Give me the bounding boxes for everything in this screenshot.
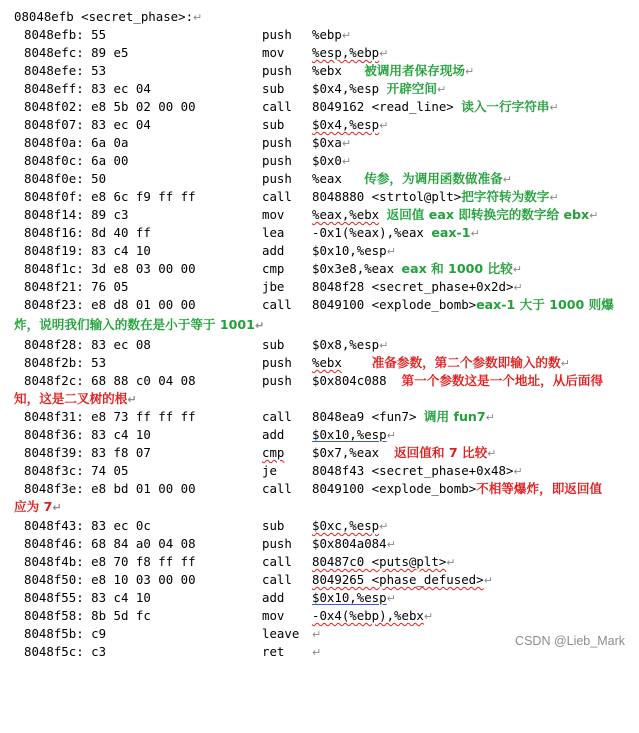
comment-green: 开辟空间 <box>386 81 437 96</box>
asm-bytes: 6a 00 <box>91 153 129 168</box>
asm-bytes: 83 c4 10 <box>91 243 151 258</box>
asm-address: 8048f46: <box>24 536 84 551</box>
asm-op: sub <box>262 337 285 352</box>
asm-bytes: 83 ec 08 <box>91 337 151 352</box>
asm-bytes: 83 f8 07 <box>91 445 151 460</box>
asm-address: 8048f0e: <box>24 171 84 186</box>
asm-row <box>0 296 614 314</box>
asm-op: mov <box>262 45 285 60</box>
asm-address: 8048f21: <box>24 279 84 294</box>
asm-arg: $0xa <box>312 135 342 150</box>
asm-bytes: 83 ec 04 <box>91 117 151 132</box>
asm-arg: -0x4(%ebp),%ebx <box>312 608 424 623</box>
asm-row: 8048f16: 8d 40 ff lea -0x1(%eax),%eax eax-1↵ <box>24 225 480 240</box>
asm-arg: 8048f43 <secret_phase+0x48> <box>312 463 514 478</box>
asm-row: 8048f50: e8 10 03 00 00 call 8049265 <phase_defused>↵ <box>24 572 493 587</box>
comment-green: 读入一行字符串 <box>461 99 550 114</box>
comment-green: 传参，为调用函数做准备 <box>364 171 503 186</box>
asm-arg: 8049265 <phase_defused> <box>312 572 484 587</box>
asm-address: 8048f0a: <box>24 135 84 150</box>
asm-op: call <box>262 572 292 587</box>
asm-op: cmp <box>262 445 285 460</box>
asm-address: 8048f28: <box>24 337 84 352</box>
asm-op: push <box>262 171 292 186</box>
asm-address: 8048efe: <box>24 63 84 78</box>
asm-bytes: 53 <box>91 63 107 78</box>
asm-row: 8048f0a: 6a 0a push $0xa↵ <box>24 135 352 150</box>
asm-row: 8048efb: 55 push %ebp↵ <box>24 27 352 42</box>
asm-row: 8048f43: 83 ec 0c sub $0xc,%esp↵ <box>24 518 389 533</box>
asm-row: 8048f0f: e8 6c f9 ff ff call 8048880 <strtol@plt>把字符转为数字↵ <box>24 189 559 204</box>
asm-bytes: 8b 5d fc <box>91 608 151 623</box>
asm-arg: %ebx <box>312 63 342 78</box>
asm-address: 8048f16: <box>24 225 84 240</box>
asm-address: 8048f02: <box>24 99 84 114</box>
asm-address: 8048f0f: <box>24 189 84 204</box>
asm-op: mov <box>262 207 285 222</box>
asm-op: lea <box>262 225 285 240</box>
asm-op: call <box>262 189 292 204</box>
asm-row: 8048f2b: 53 push %ebx 准备参数，第二个参数即输入的数↵ <box>24 355 570 370</box>
asm-arg: %esp,%ebp <box>312 45 380 60</box>
asm-bytes: 74 05 <box>91 463 129 478</box>
asm-row: 8048f46: 68 84 a0 04 08 push $0x804a084↵ <box>24 536 396 551</box>
asm-row: 8048f4b: e8 70 f8 ff ff call 80487c0 <puts@plt>↵ <box>24 554 456 569</box>
asm-arg: 8049100 <explode_bomb> <box>312 297 477 312</box>
asm-address: 8048f50: <box>24 572 84 587</box>
asm-op: mov <box>262 608 285 623</box>
asm-arg: $0x10,%esp <box>312 243 387 258</box>
asm-bytes: 55 <box>91 27 107 42</box>
asm-address: 8048f14: <box>24 207 84 222</box>
asm-address: 8048f43: <box>24 518 84 533</box>
asm-row: 8048f31: e8 73 ff ff ff call 8048ea9 <fun7> 调用 fun7↵ <box>24 409 495 424</box>
asm-address: 8048f23: <box>24 297 84 312</box>
asm-address: 8048f36: <box>24 427 84 442</box>
asm-op: push <box>262 63 292 78</box>
asm-arg: $0xc,%esp <box>312 518 380 533</box>
asm-op: call <box>262 554 292 569</box>
asm-address: 8048f3e: <box>24 481 84 496</box>
asm-op: push <box>262 135 292 150</box>
asm-address: 8048f3c: <box>24 463 84 478</box>
asm-bytes: 83 ec 0c <box>91 518 151 533</box>
asm-op: je <box>262 463 277 478</box>
asm-row: 8048f28: 83 ec 08 sub $0x8,%esp↵ <box>24 337 389 352</box>
asm-row: 8048f02: e8 5b 02 00 00 call 8049162 <read_line> 读入一行字符串↵ <box>24 99 559 114</box>
asm-arg: $0x3e8,%eax <box>312 261 395 276</box>
asm-bytes: 89 c3 <box>91 207 129 222</box>
asm-address: 8048f0c: <box>24 153 84 168</box>
asm-row: 8048f07: 83 ec 04 sub $0x4,%esp↵ <box>24 117 389 132</box>
comment-green: eax-1 大于 1000 则爆 <box>476 297 614 312</box>
asm-address: 8048eff: <box>24 81 84 96</box>
asm-address: 8048efb: <box>24 27 84 42</box>
comment-green: 被调用者保存现场 <box>364 63 465 78</box>
asm-op: call <box>262 297 292 312</box>
asm-arg: %ebx <box>312 355 342 370</box>
asm-address: 8048f4b: <box>24 554 84 569</box>
asm-row: 8048f0e: 50 push %eax 传参，为调用函数做准备↵ <box>24 171 512 186</box>
asm-address: 8048f5c: <box>24 644 84 659</box>
comment-continuation: 应为 7↵ <box>14 499 62 514</box>
asm-bytes: 89 e5 <box>91 45 129 60</box>
asm-bytes: e8 bd 01 00 00 <box>91 481 196 496</box>
asm-address: 8048efc: <box>24 45 84 60</box>
asm-op: add <box>262 590 285 605</box>
asm-arg: 8049100 <explode_bomb> <box>312 481 477 496</box>
asm-op: push <box>262 536 292 551</box>
asm-address: 8048f31: <box>24 409 84 424</box>
asm-bytes: 68 88 c0 04 08 <box>91 373 196 388</box>
asm-op: ret <box>262 644 285 659</box>
comment-red: 返回值和 7 比较 <box>394 445 488 460</box>
asm-address: 8048f1c: <box>24 261 84 276</box>
asm-arg: 80487c0 <puts@plt> <box>312 554 447 569</box>
asm-bytes: c3 <box>91 644 107 659</box>
asm-row: 8048f3c: 74 05 je 8048f43 <secret_phase+0x48>↵ <box>24 463 523 478</box>
asm-arg: %eax,%ebx <box>312 207 380 222</box>
asm-row: 8048f14: 89 c3 mov %eax,%ebx 返回值 eax 即转换完的数字给 ebx↵ <box>24 207 599 222</box>
asm-address: 8048f2c: <box>24 373 84 388</box>
asm-op: sub <box>262 117 285 132</box>
asm-address: 8048f07: <box>24 117 84 132</box>
asm-bytes: e8 10 03 00 00 <box>91 572 196 587</box>
asm-address: 8048f39: <box>24 445 84 460</box>
asm-row: 8048f1c: 3d e8 03 00 00 cmp $0x3e8,%eax eax 和 1000 比较↵ <box>24 261 522 276</box>
asm-bytes: c9 <box>91 626 107 641</box>
asm-arg: 8048f28 <secret_phase+0x2d> <box>312 279 514 294</box>
asm-row <box>0 372 604 390</box>
asm-address: 8048f55: <box>24 590 84 605</box>
asm-op: call <box>262 409 292 424</box>
asm-bytes: 53 <box>91 355 107 370</box>
asm-row: 8048f19: 83 c4 10 add $0x10,%esp↵ <box>24 243 396 258</box>
asm-arg: $0x4,%esp <box>312 81 380 96</box>
asm-row: 8048f0c: 6a 00 push $0x0↵ <box>24 153 352 168</box>
asm-arg: $0x10,%esp <box>312 427 387 442</box>
asm-bytes: 83 ec 04 <box>91 81 151 96</box>
asm-bytes: 68 84 a0 04 08 <box>91 536 196 551</box>
comment-green: eax-1 <box>431 225 471 240</box>
asm-op: push <box>262 27 292 42</box>
function-header-line: 08048efb <secret_phase>:↵ <box>14 9 203 24</box>
asm-op: leave <box>262 626 300 641</box>
asm-arg: $0x7,%eax <box>312 445 380 460</box>
asm-row: 8048f5c: c3 ret ↵ <box>24 644 322 659</box>
comment-green: 返回值 eax 即转换完的数字给 ebx <box>386 207 590 222</box>
asm-arg: %ebp <box>312 27 342 42</box>
asm-bytes: 83 c4 10 <box>91 590 151 605</box>
asm-row: 8048f21: 76 05 jbe 8048f28 <secret_phase+0x2d>↵ <box>24 279 523 294</box>
asm-row: 8048f36: 83 c4 10 add $0x10,%esp↵ <box>24 427 396 442</box>
asm-bytes: 83 c4 10 <box>91 427 151 442</box>
asm-arg: 8048880 <strtol@plt> <box>312 189 462 204</box>
asm-bytes: e8 70 f8 ff ff <box>91 554 196 569</box>
asm-address: 8048f19: <box>24 243 84 258</box>
asm-bytes: e8 5b 02 00 00 <box>91 99 196 114</box>
asm-op: cmp <box>262 261 285 276</box>
asm-op: jbe <box>262 279 285 294</box>
asm-bytes: 76 05 <box>91 279 129 294</box>
asm-op: push <box>262 153 292 168</box>
comment-green: 把字符转为数字 <box>461 189 550 204</box>
asm-bytes: 3d e8 03 00 00 <box>91 261 196 276</box>
asm-op: call <box>262 481 292 496</box>
asm-arg: $0x804c088 <box>312 373 387 388</box>
asm-bytes: 6a 0a <box>91 135 129 150</box>
comment-red: 准备参数，第二个参数即输入的数 <box>371 355 561 370</box>
asm-op: add <box>262 243 285 258</box>
asm-address: 8048f2b: <box>24 355 84 370</box>
asm-op: sub <box>262 518 285 533</box>
asm-bytes: e8 6c f9 ff ff <box>91 189 196 204</box>
asm-arg: -0x1(%eax),%eax <box>312 225 424 240</box>
asm-row: 8048f39: 83 f8 07 cmp $0x7,%eax 返回值和 7 比较↵ <box>24 445 497 460</box>
asm-arg: 8048ea9 <fun7> <box>312 409 417 424</box>
asm-row: 8048efe: 53 push %ebx 被调用者保存现场↵ <box>24 63 475 78</box>
function-header: 08048efb <secret_phase>: <box>14 9 194 24</box>
comment-red: 第一个参数这是一个地址，从后面得 <box>401 373 604 388</box>
asm-bytes: 8d 40 ff <box>91 225 151 240</box>
watermark: CSDN @Lieb_Mark <box>515 634 625 648</box>
asm-arg: $0x10,%esp <box>312 590 387 605</box>
asm-op: add <box>262 427 285 442</box>
asm-bytes: e8 73 ff ff ff <box>91 409 196 424</box>
asm-row: 8048f58: 8b 5d fc mov -0x4(%ebp),%ebx↵ <box>24 608 434 623</box>
asm-arg: %eax <box>312 171 342 186</box>
asm-row <box>0 480 603 498</box>
asm-bytes: 50 <box>91 171 107 186</box>
asm-arg: 8049162 <read_line> <box>312 99 454 114</box>
comment-green: eax 和 1000 比较 <box>401 261 513 276</box>
asm-arg: $0x0 <box>312 153 342 168</box>
asm-op: push <box>262 373 292 388</box>
asm-arg: $0x8,%esp <box>312 337 380 352</box>
comment-continuation: 知，这是二叉树的根↵ <box>14 391 137 406</box>
asm-row: 8048eff: 83 ec 04 sub $0x4,%esp 开辟空间↵ <box>24 81 447 96</box>
asm-arg: $0x804a084 <box>312 536 387 551</box>
asm-row: 8048efc: 89 e5 mov %esp,%ebp↵ <box>24 45 389 60</box>
asm-bytes: e8 d8 01 00 00 <box>91 297 196 312</box>
asm-op: call <box>262 99 292 114</box>
asm-address: 8048f5b: <box>24 626 84 641</box>
comment-continuation: 炸，说明我们输入的数在是小于等于 1001↵ <box>14 317 265 332</box>
asm-arg: $0x4,%esp <box>312 117 380 132</box>
asm-row: 8048f5b: c9 leave ↵ <box>24 626 322 641</box>
asm-address: 8048f58: <box>24 608 84 623</box>
asm-row: 8048f55: 83 c4 10 add $0x10,%esp↵ <box>24 590 396 605</box>
comment-green: 调用 fun7 <box>423 409 486 424</box>
asm-op: sub <box>262 81 285 96</box>
comment-red: 不相等爆炸，即返回值 <box>476 481 603 496</box>
asm-op: push <box>262 355 292 370</box>
